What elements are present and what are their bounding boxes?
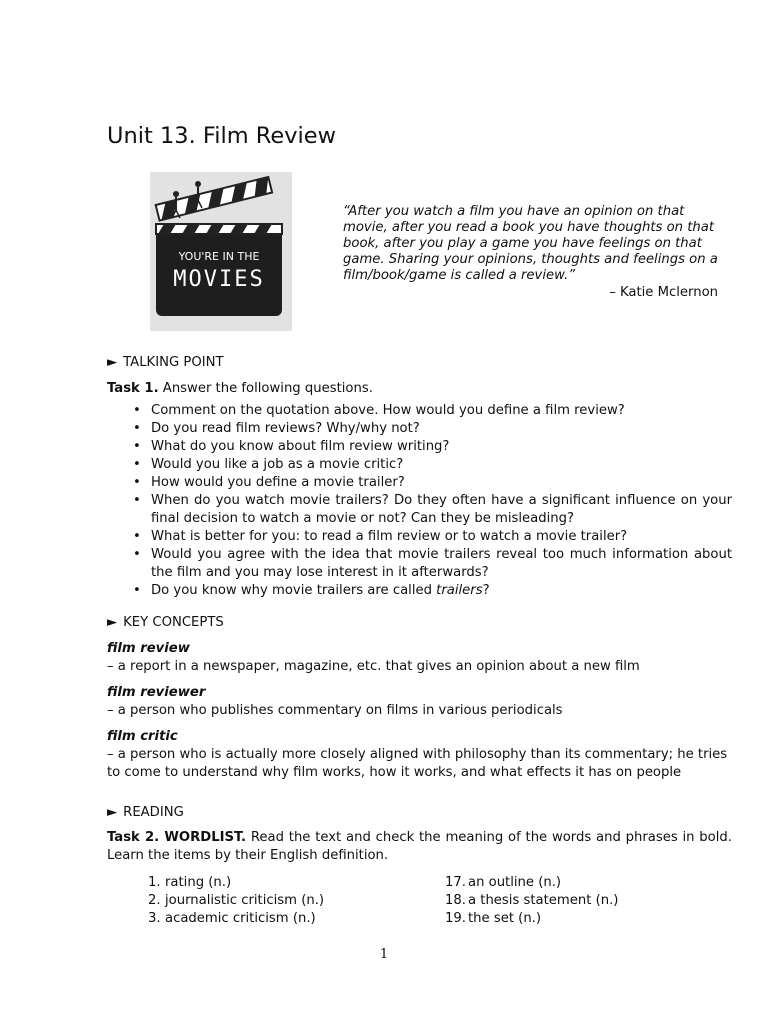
clapper-text-top: YOU'RE IN THE [178, 250, 260, 263]
list-item: • Comment on the quotation above. How would you define a film review? [107, 402, 732, 420]
clapperboard-image [150, 172, 292, 331]
wordlist-number: 18. [445, 893, 466, 908]
task-text: Answer the following questions. [162, 381, 373, 396]
wordlist-term: rating (n.) [165, 875, 232, 890]
clapper-text-bottom: MOVIES [173, 267, 265, 292]
section-heading-label: KEY CONCEPTS [123, 615, 224, 630]
task-label: Task 2. WORDLIST. [107, 830, 247, 845]
wordlist-number: 1. [148, 875, 161, 890]
task-1-instruction [107, 380, 373, 398]
list-item: • Would you agree with the idea that movie trailers reveal too much information about the film and you may lose interest in it afterwards? [107, 546, 732, 582]
section-heading-reading [107, 804, 184, 822]
wordlist-item [445, 910, 541, 928]
wordlist-term: academic criticism (n.) [165, 911, 316, 926]
section-heading-label: TALKING POINT [123, 355, 224, 370]
list-item: • What is better for you: to read a film review or to watch a movie trailer? [107, 528, 732, 546]
wordlist-item [445, 874, 561, 892]
wordlist-term: a thesis statement (n.) [468, 893, 619, 908]
term-film-reviewer: film reviewer [107, 685, 206, 700]
section-marker-icon: ► [107, 615, 118, 630]
wordlist-number: 2. [148, 893, 161, 908]
section-marker-icon: ► [107, 355, 118, 370]
wordlist-number: 19. [445, 911, 466, 926]
definition-film-reviewer: – a person who publishes commentary on films in various periodicals [107, 703, 563, 718]
wordlist-term: the set (n.) [468, 911, 542, 926]
question-list [107, 402, 732, 600]
wordlist-item [148, 892, 324, 910]
question-emphasis: trailers [436, 583, 483, 598]
wordlist-number: 17. [445, 875, 466, 890]
clapperboard-icon [150, 172, 292, 331]
section-heading-key-concepts [107, 614, 224, 632]
list-item: • When do you watch movie trailers? Do they often have a significant influence on your final decision to watch a movie or not? Can they be misleading? [107, 492, 732, 528]
quotation: “After you watch a film you have an opinion on that movie, after you read a book you have thoughts on that book, after you play a game you have feelings on that game. Sharing your opinions, thoughts and feelings on a film/book/game is called a review.” [343, 204, 718, 283]
definition-film-critic: – a person who is actually more closely aligned with philosophy than its commentary; he tries to come to understand why film works, how it works, and what effects it has on people [107, 747, 728, 780]
wordlist-number: 3. [148, 911, 161, 926]
term-film-critic: film critic [107, 729, 178, 744]
section-heading-talking-point [107, 354, 224, 372]
task-text: Read the text and check the meaning of the words and phrases in bold. Learn the items by their English definition. [107, 830, 732, 863]
definition-film-review: – a report in a newspaper, magazine, etc. that gives an opinion about a new film [107, 659, 640, 674]
wordlist-item [445, 892, 618, 910]
list-item: • What do you know about film review writing? [107, 438, 732, 456]
wordlist-item [148, 910, 316, 928]
question-text: Do you know why movie trailers are called [151, 583, 437, 598]
term-film-review: film review [107, 641, 190, 656]
wordlist-term: an outline (n.) [468, 875, 562, 890]
page-number: 1 [379, 947, 389, 962]
section-heading-label: READING [123, 805, 184, 820]
section-marker-icon: ► [107, 805, 118, 820]
quotation-author: – Katie Mclernon [609, 285, 718, 300]
list-item: • Do you read film reviews? Why/why not? [107, 420, 732, 438]
question-text-end: ? [482, 583, 490, 598]
page-title: Unit 13. Film Review [107, 123, 337, 149]
list-item: • Would you like a job as a movie critic? [107, 456, 732, 474]
wordlist-item [148, 874, 231, 892]
wordlist-term: journalistic criticism (n.) [165, 893, 325, 908]
list-item: • How would you define a movie trailer? [107, 474, 732, 492]
list-item [107, 582, 732, 600]
task-label: Task 1. [107, 381, 159, 396]
task-2-instruction [107, 829, 732, 865]
